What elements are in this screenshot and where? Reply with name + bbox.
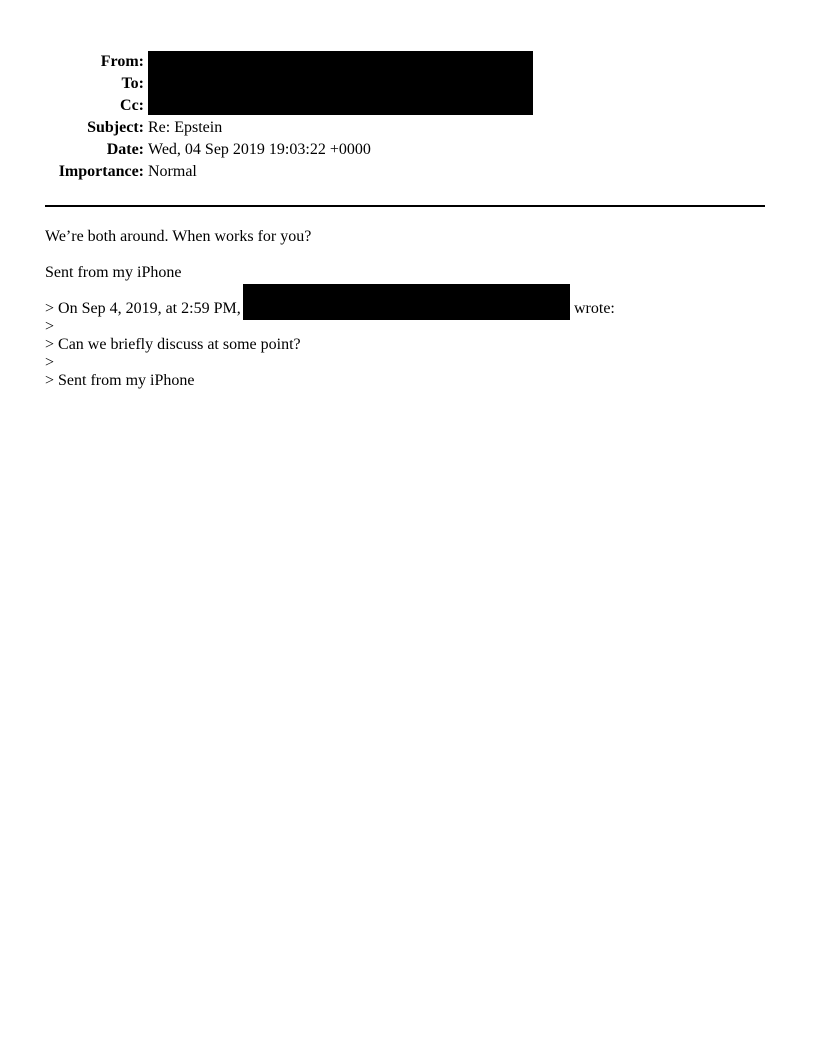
importance-value: Normal [148, 163, 197, 180]
quote-blank-line: > [45, 318, 55, 335]
cc-label: Cc: [120, 97, 144, 114]
header-divider [45, 205, 765, 207]
reply-signature: Sent from my iPhone [45, 264, 182, 281]
subject-value: Re: Epstein [148, 119, 223, 136]
date-label: Date: [106, 141, 144, 158]
reply-line: We’re both around. When works for you? [45, 228, 312, 245]
quote-intro: > On Sep 4, 2019, at 2:59 PM, [45, 300, 241, 317]
quote-blank-line-2: > [45, 354, 55, 371]
date-row [0, 139, 816, 161]
quote-wrote: wrote: [574, 300, 615, 317]
subject-label: Subject: [87, 119, 144, 136]
quote-message: > Can we briefly discuss at some point? [45, 336, 301, 353]
importance-row [0, 161, 816, 183]
from-label: From: [100, 53, 144, 70]
quote-signature: > Sent from my iPhone [45, 372, 195, 389]
subject-row [0, 117, 816, 139]
header-redaction-box [148, 51, 533, 115]
date-value: Wed, 04 Sep 2019 19:03:22 +0000 [148, 141, 371, 158]
sender-redaction-box [243, 284, 570, 320]
to-label: To: [121, 75, 144, 92]
importance-label: Importance: [58, 163, 144, 180]
